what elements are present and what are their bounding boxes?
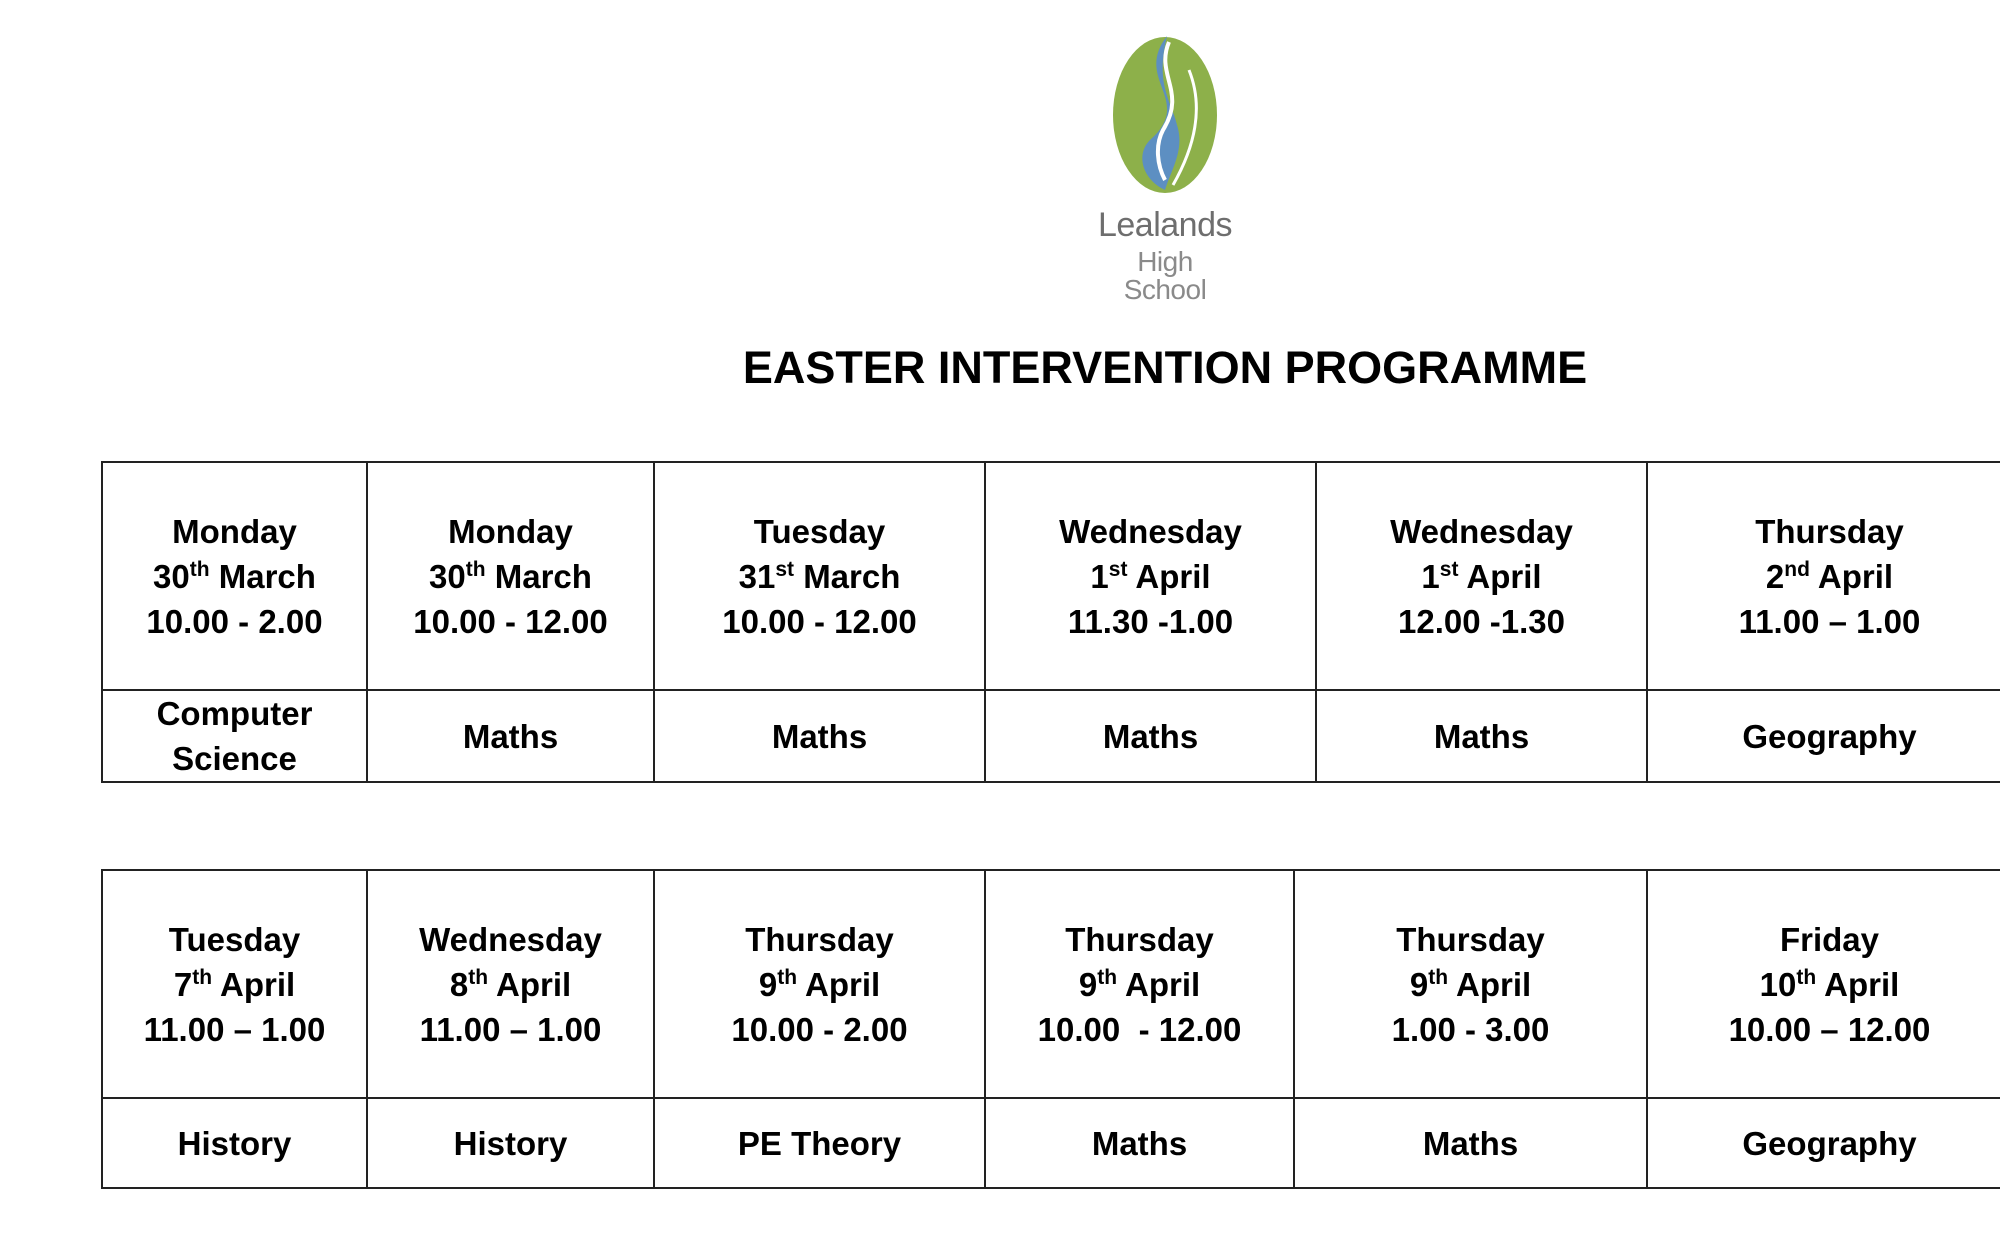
subject-row <box>102 690 2000 782</box>
session-header-cell: Thursday 9th April 1.00 - 3.00 <box>1294 870 1647 1098</box>
session-header-row <box>102 462 2000 690</box>
subject-cell: Computer Science <box>102 690 367 782</box>
subject-row <box>102 1098 2000 1188</box>
school-name-line2: High School <box>1123 246 1207 305</box>
session-header-cell: Wednesday 1st April 11.30 -1.00 <box>985 462 1316 690</box>
session-header-cell: Friday 10th April 10.00 – 12.00 <box>1647 870 2000 1098</box>
page-title: EASTER INTERVENTION PROGRAMME <box>742 342 1588 393</box>
subject-cell: Maths <box>1316 690 1647 782</box>
subject-cell: Geography <box>1647 690 2000 782</box>
session-header-cell: Wednesday 8th April 11.00 – 1.00 <box>367 870 654 1098</box>
subject-cell: Geography <box>1647 1098 2000 1188</box>
school-name-line1: Lealands <box>1097 206 1232 244</box>
subject-cell: Maths <box>985 1098 1294 1188</box>
subject-cell: PE Theory <box>654 1098 985 1188</box>
session-header-cell: Tuesday 31st March 10.00 - 12.00 <box>654 462 985 690</box>
subject-cell: Maths <box>985 690 1316 782</box>
session-header-cell: Wednesday 1st April 12.00 -1.30 <box>1316 462 1647 690</box>
subject-cell: History <box>102 1098 367 1188</box>
session-header-cell: Tuesday 7th April 11.00 – 1.00 <box>102 870 367 1098</box>
session-header-cell: Thursday 9th April 10.00 - 2.00 <box>654 870 985 1098</box>
schedule-table-1 <box>101 461 2000 783</box>
school-logo <box>1095 30 1235 305</box>
subject-cell: Maths <box>654 690 985 782</box>
schedule-table-2 <box>101 869 2000 1189</box>
session-header-cell: Monday 30th March 10.00 - 12.00 <box>367 462 654 690</box>
leaf-emblem-icon <box>1105 30 1225 195</box>
subject-cell: History <box>367 1098 654 1188</box>
session-header-cell: Thursday 2nd April 11.00 – 1.00 <box>1647 462 2000 690</box>
session-header-cell: Thursday 9th April 10.00 - 12.00 <box>985 870 1294 1098</box>
school-name <box>1095 208 1235 304</box>
session-header-cell: Monday 30th March 10.00 - 2.00 <box>102 462 367 690</box>
session-header-row <box>102 870 2000 1098</box>
subject-cell: Maths <box>367 690 654 782</box>
subject-cell: Maths <box>1294 1098 1647 1188</box>
